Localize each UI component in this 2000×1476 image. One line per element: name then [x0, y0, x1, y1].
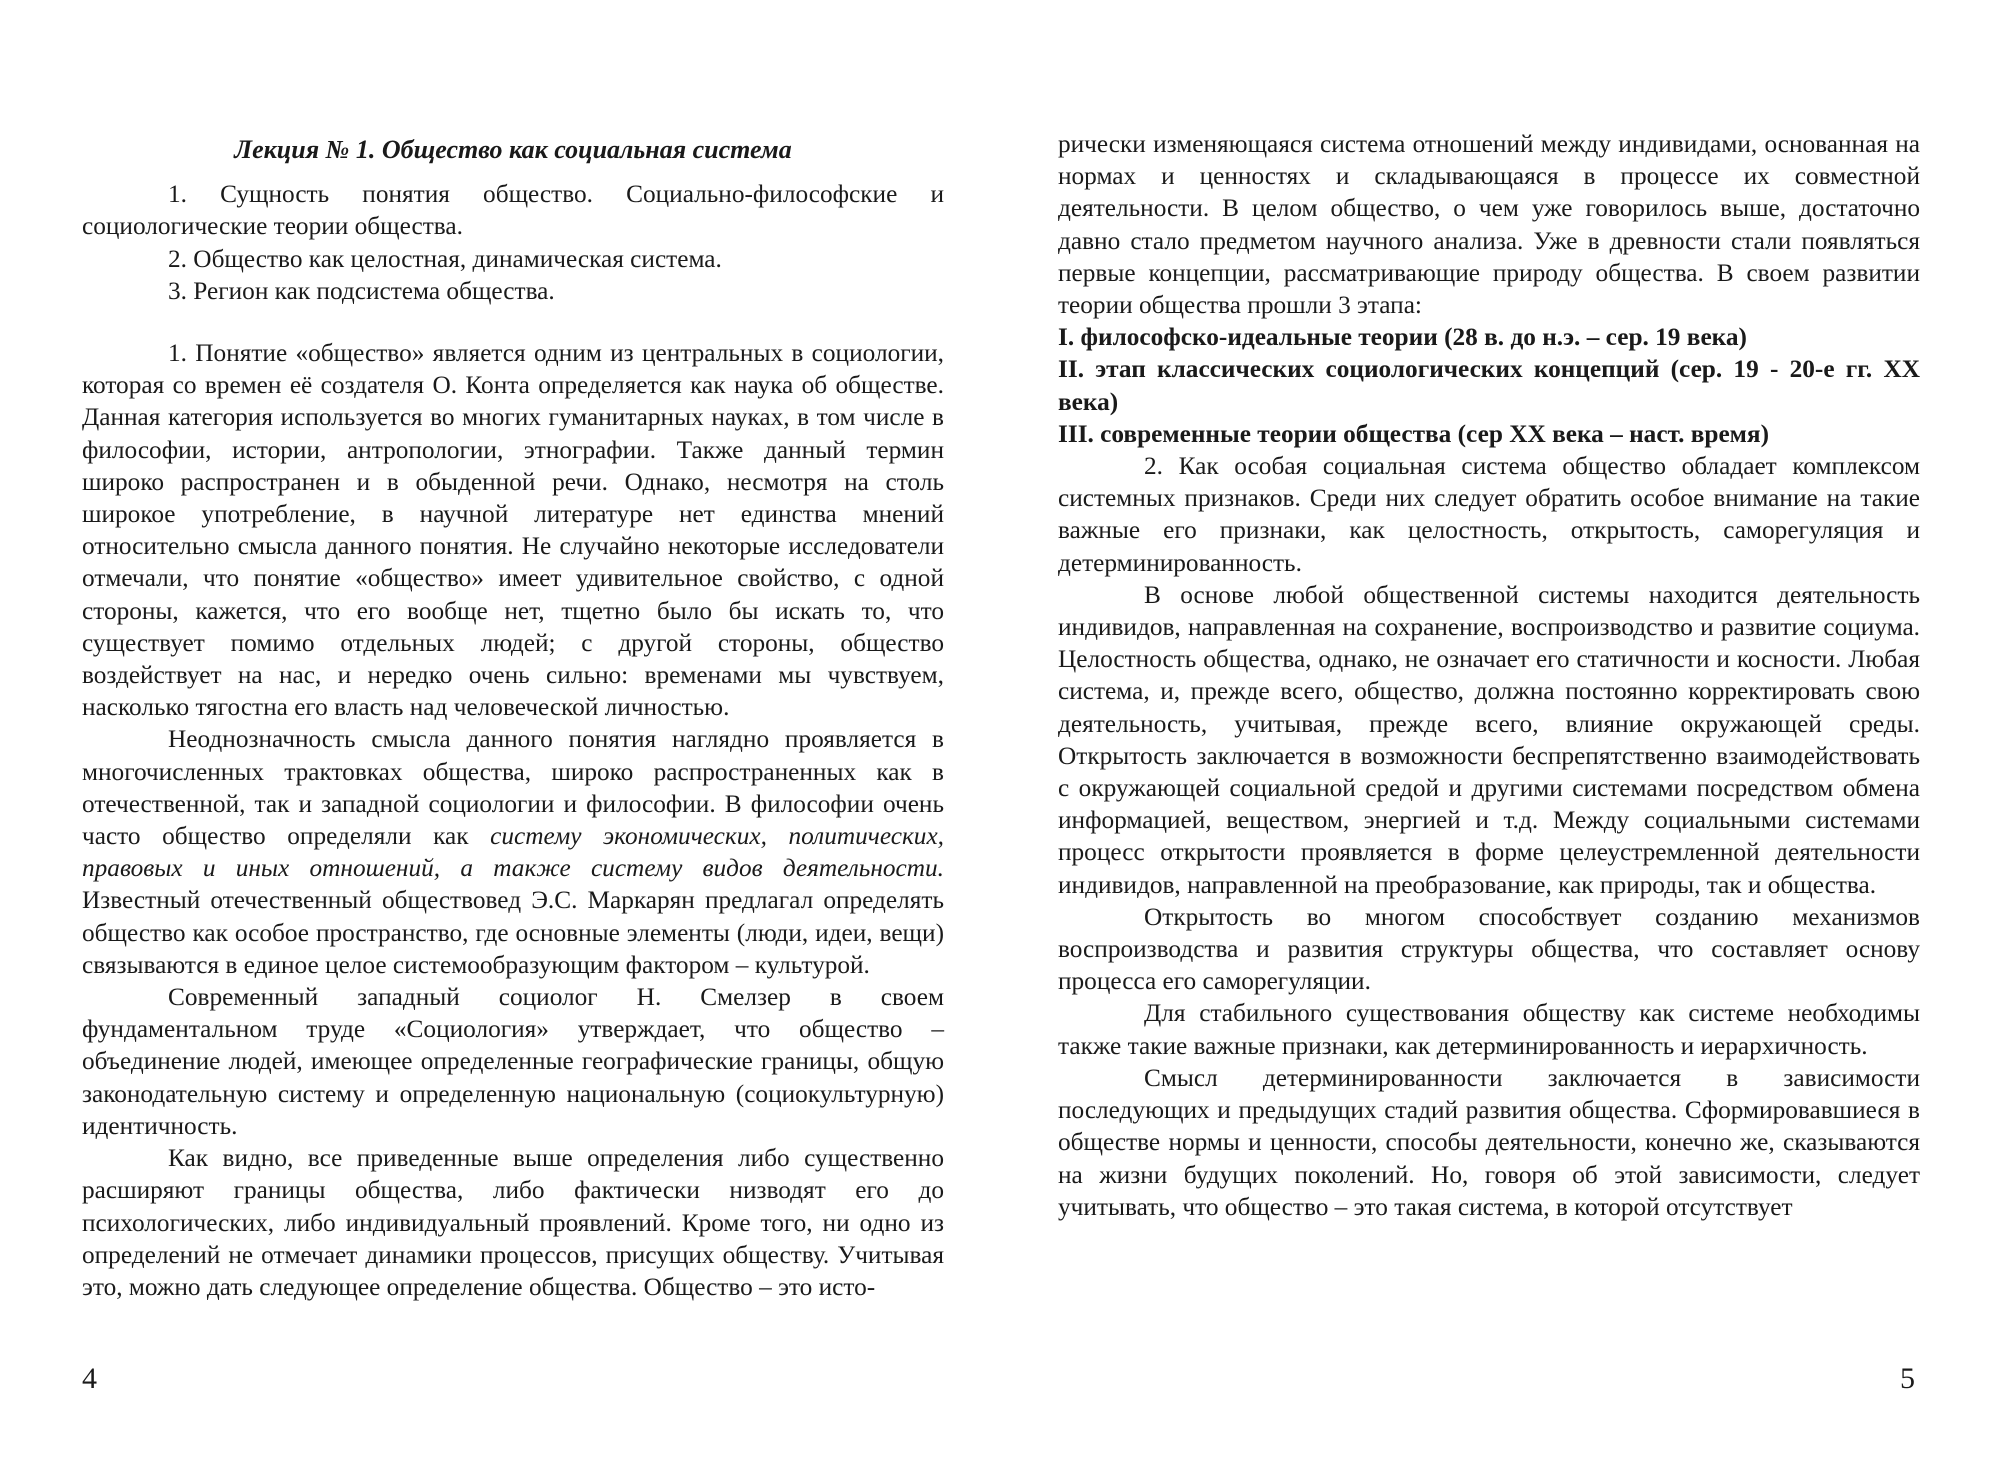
italic-definition: систему экономических, политических, правовых и иных отношений, а также систему видов деятельности.	[82, 822, 944, 883]
paragraph: 2. Как особая социальная система общество обладает комплексом системных признаков. Среди них следует обратить особое внимание на такие важные его признаки, как целостность, открытость, саморегуляция и детерминированность.	[1058, 452, 1920, 577]
paragraph: В основе любой общественной системы находится деятельность индивидов, направленная на сохранение, воспроизводство и развитие социума. Целостность общества, однако, не означает его статичности и косности. Любая система, и, прежде всего, общество, должна постоянно корректировать свою деятельность, учитывая, прежде всего, влияние окружающей среды. Открытость заключается в возможности беспрепятственно взаимодействовать с окружающей социальной средой и другими системами посредством обмена информацией, веществом, энергией и т.д. Между социальными системами процесс открытости проявляется в форме целеустремленной деятельности индивидов, направленной на преобразование, как природы, так и общества.	[1058, 580, 1920, 899]
paragraph: рически изменяющаяся система отношений между индивидами, основанная на нормах и ценностях и складывающаяся в процессе их совместной деятельности. В целом общество, о чем уже говорилось выше, достаточно давно стало предметом научного анализа. Уже в древности стали появляться первые концепции, рассматривающие природу общества. В своем развитии теории общества прошли 3 этапа:	[1058, 130, 1920, 320]
outline-item: 3. Регион как подсистема общества.	[168, 276, 555, 305]
paragraph: Как видно, все приведенные выше определения либо существенно расширяют границы общества, либо фактически низводят его до психологических, либо индивидуальный проявлений. Кроме того, ни одно из определений не отмечает динамики процессов, присущих обществу. Учитывая это, можно дать следующее определение общества. Общество – это исто-	[82, 1144, 944, 1301]
paragraph: Смысл детерминированности заключается в зависимости последующих и предыдущих стадий развития общества. Сформировавшиеся в обществе нормы и ценности, способы деятельности, конечно же, сказываются на жизни будущих поколений. Но, говоря об этой зависимости, следует учитывать, что общество – это такая система, в которой отсутствует	[1058, 1063, 1920, 1221]
outline-item: 2. Общество как целостная, динамическая система.	[168, 244, 722, 273]
paragraph-text: Известный отечественный обществовед Э.С. Маркарян предлагал определять общество как особое пространство, где основные элементы (люди, идеи, вещи) связываются в единое целое системообразующим фактором – культурой.	[82, 886, 944, 979]
right-text-column	[1058, 128, 1920, 1223]
spacer	[82, 307, 944, 337]
paragraph: Современный западный социолог Н. Смелзер в своем фундаментальном труде «Социология» утверждает, что общество – объединение людей, имеющее определенные географические границы, общую законодательную систему и определенную национальную (социокультурную) идентичность.	[82, 983, 944, 1140]
outline-item: 1. Сущность понятия общество. Социально-философские и социологические теории общества.	[82, 180, 944, 241]
paragraph: Открытость во многом способствует созданию механизмов воспроизводства и развития структуры общества, что составляет основу процесса его саморегуляции.	[1058, 902, 1920, 996]
stage-item: I. философско-идеальные теории (28 в. до н.э. – сер. 19 века)	[1058, 323, 1747, 352]
page-number: 5	[1900, 1362, 1915, 1395]
paragraph-text: Неоднозначность смысла данного понятия наглядно проявляется в многочисленных трактовках общества, широко распространенных как в отечественной, так и западной социологии и философии. В философии очень часто общество определяли как	[82, 725, 944, 851]
paragraph	[82, 723, 944, 981]
stage-item: III. современные теории общества (сер XX века – наст. время)	[1058, 419, 1770, 448]
lecture-title: Лекция № 1. Общество как социальная система	[234, 135, 792, 164]
left-text-column	[82, 128, 944, 1303]
paragraph: Для стабильного существования обществу как системе необходимы также такие важные признаки, как детерминированность и иерархичность.	[1058, 999, 1920, 1060]
paragraph: 1. Понятие «общество» является одним из центральных в социологии, которая со времен её создателя О. Конта определяется как наука об обществе. Данная категория используется во многих гуманитарных науках, в том числе в философии, истории, антропологии, этнографии. Также данный термин широко распространен и в обыденной речи. Однако, несмотря на столь широкое употребление, в научной литературе нет единства мнений относительно смысла данного понятия. Не случайно некоторые исследователи отмечали, что понятие «общество» имеет удивительное свойство, с одной стороны, кажется, что его вообще нет, тщетно было бы искать то, что существует помимо отдельных людей; с другой стороны, общество воздействует на нас, и нередко очень сильно: временами мы чувствуем, насколько тягостна его власть над человеческой личностью.	[82, 339, 944, 722]
stage-item: II. этап классических социологических концепций (сер. 19 - 20-е гг. XX века)	[1058, 355, 1920, 416]
page-number: 4	[82, 1362, 97, 1395]
right-page	[1000, 0, 2000, 1476]
